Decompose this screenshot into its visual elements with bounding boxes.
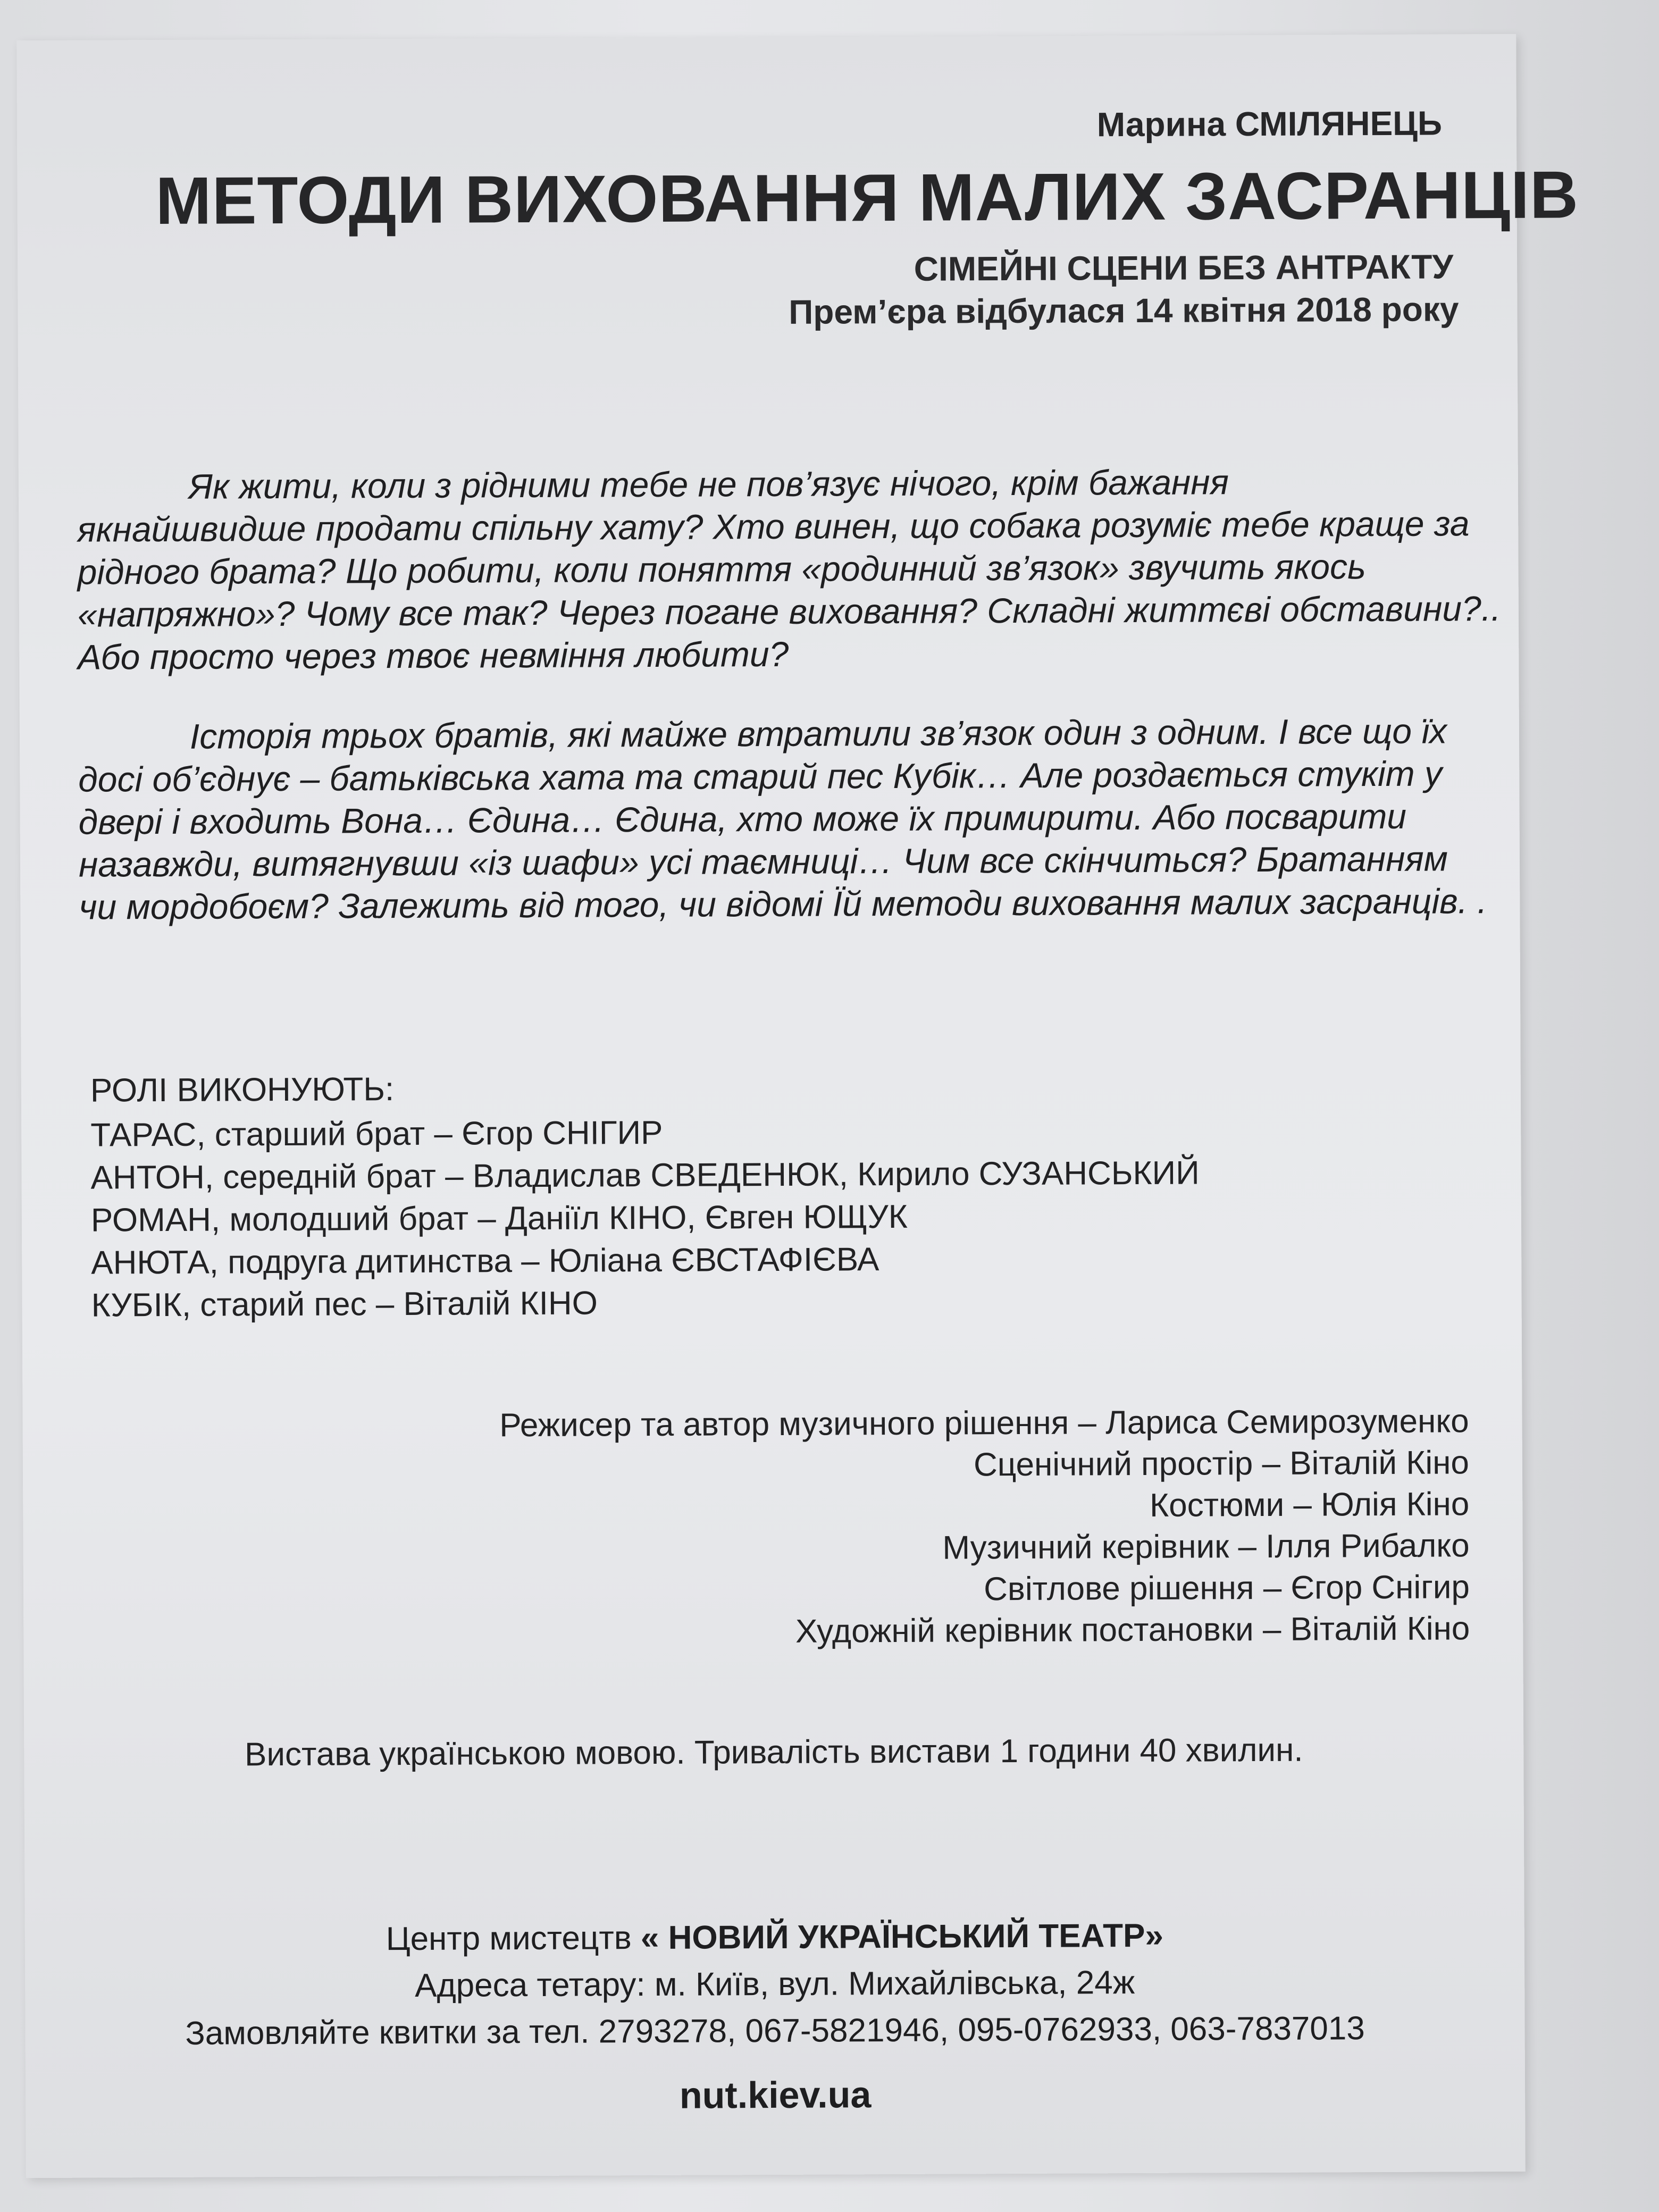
ticket-phones: Замовляйте квитки за тел. 2793278, 067-5821946, 095-0762933, 063-7837013 [185, 2010, 1365, 2052]
description-line: рідного брата? Що робити, коли поняття «родинний зв’язок» звучить якось [77, 547, 1366, 592]
theatre-address: Адреса тетару: м. Київ, вул. Михайлівська, 24ж [415, 1964, 1135, 2004]
description-line: двері і входить Вона… Єдина… Єдина, хто може їх примирити. Або посварити [78, 796, 1407, 842]
description-line: Або просто через твоє невміння любити? [78, 634, 789, 677]
credit-row: Костюми – Юлія Кіно [1149, 1486, 1470, 1524]
play-subtitle: СІМЕЙНІ СЦЕНИ БЕЗ АНТРАКТУ [914, 247, 1454, 288]
credit-row: Сценічний простір – Віталій Кіно [973, 1444, 1470, 1484]
description-paragraph-2 [78, 709, 1494, 928]
description-paragraph-1 [77, 459, 1501, 678]
description-line: чи мордобоєм? Залежить від того, чи відомі Їй методи виховання малих засранців. . [79, 881, 1487, 927]
credits-list [499, 1401, 1470, 1654]
cast-row: ТАРАС, старший брат – Єгор СНІГИР [90, 1114, 663, 1154]
credit-row: Режисер та автор музичного рішення – Лариса Семирозуменко [499, 1403, 1469, 1444]
credit-row: Художній керівник постановки – Віталій Кіно [795, 1610, 1470, 1650]
description-line: досі об’єднує – батьківська хата та старий пес Кубік… Але роздається стукіт у [78, 753, 1443, 799]
flyer-sheet [16, 34, 1579, 2178]
website-url: nut.kiev.ua [679, 2074, 872, 2116]
description-line: якнайшвидше продати спільну хату? Хто винен, що собака розуміє тебе краще за [77, 504, 1470, 549]
cast-heading: РОЛІ ВИКОНУЮТЬ: [90, 1071, 395, 1109]
credit-row: Музичний керівник – Ілля Рибалко [942, 1527, 1470, 1566]
description-line: Як жити, коли з рідними тебе не пов’язує нічого, крім бажання [188, 462, 1229, 506]
cast-row: КУБІК, старий пес – Віталій КІНО [91, 1285, 598, 1324]
cast-row: АНЮТА, подруга дитинства – Юліана ЄВСТАФІЄВА [91, 1241, 879, 1281]
play-title: МЕТОДИ ВИХОВАННЯ МАЛИХ ЗАСРАНЦІВ [155, 157, 1579, 239]
credit-row: Світлове рішення – Єгор Снігир [984, 1569, 1470, 1608]
cast-list [90, 1109, 1200, 1327]
cast-row: РОМАН, молодший брат – Даніїл КІНО, Євген ЮЩУК [90, 1198, 908, 1239]
duration-note: Вистава українською мовою. Тривалість вистави 1 години 40 хвилин. [244, 1731, 1303, 1773]
cast-row: АНТОН, середній брат – Владислав СВЕДЕНЮК, Кирило СУЗАНСЬКИЙ [90, 1154, 1200, 1196]
description-line: «напряжно»? Чому все так? Через погане виховання? Складні життєві обставини?.. [77, 589, 1501, 634]
theatre-info [25, 1911, 1525, 2058]
theatre-name: « НОВИЙ УКРАЇНСЬКИЙ ТЕАТР» [640, 1917, 1164, 1957]
theatre-name-row [25, 1911, 1524, 1964]
description-line: назавжди, витягнувши «із шафи» усі таємниці… Чим все скінчиться? Братанням [78, 839, 1448, 884]
theatre-prefix: Центр мистецтв [386, 1920, 632, 1958]
description-line: Історія трьох братів, які майже втратили зв’язок один з одним. І все що їх [189, 711, 1447, 756]
premiere-date: Прем’єра відбулася 14 квітня 2018 року [789, 290, 1459, 331]
author-name: Марина СМІЛЯНЕЦЬ [1096, 104, 1443, 144]
